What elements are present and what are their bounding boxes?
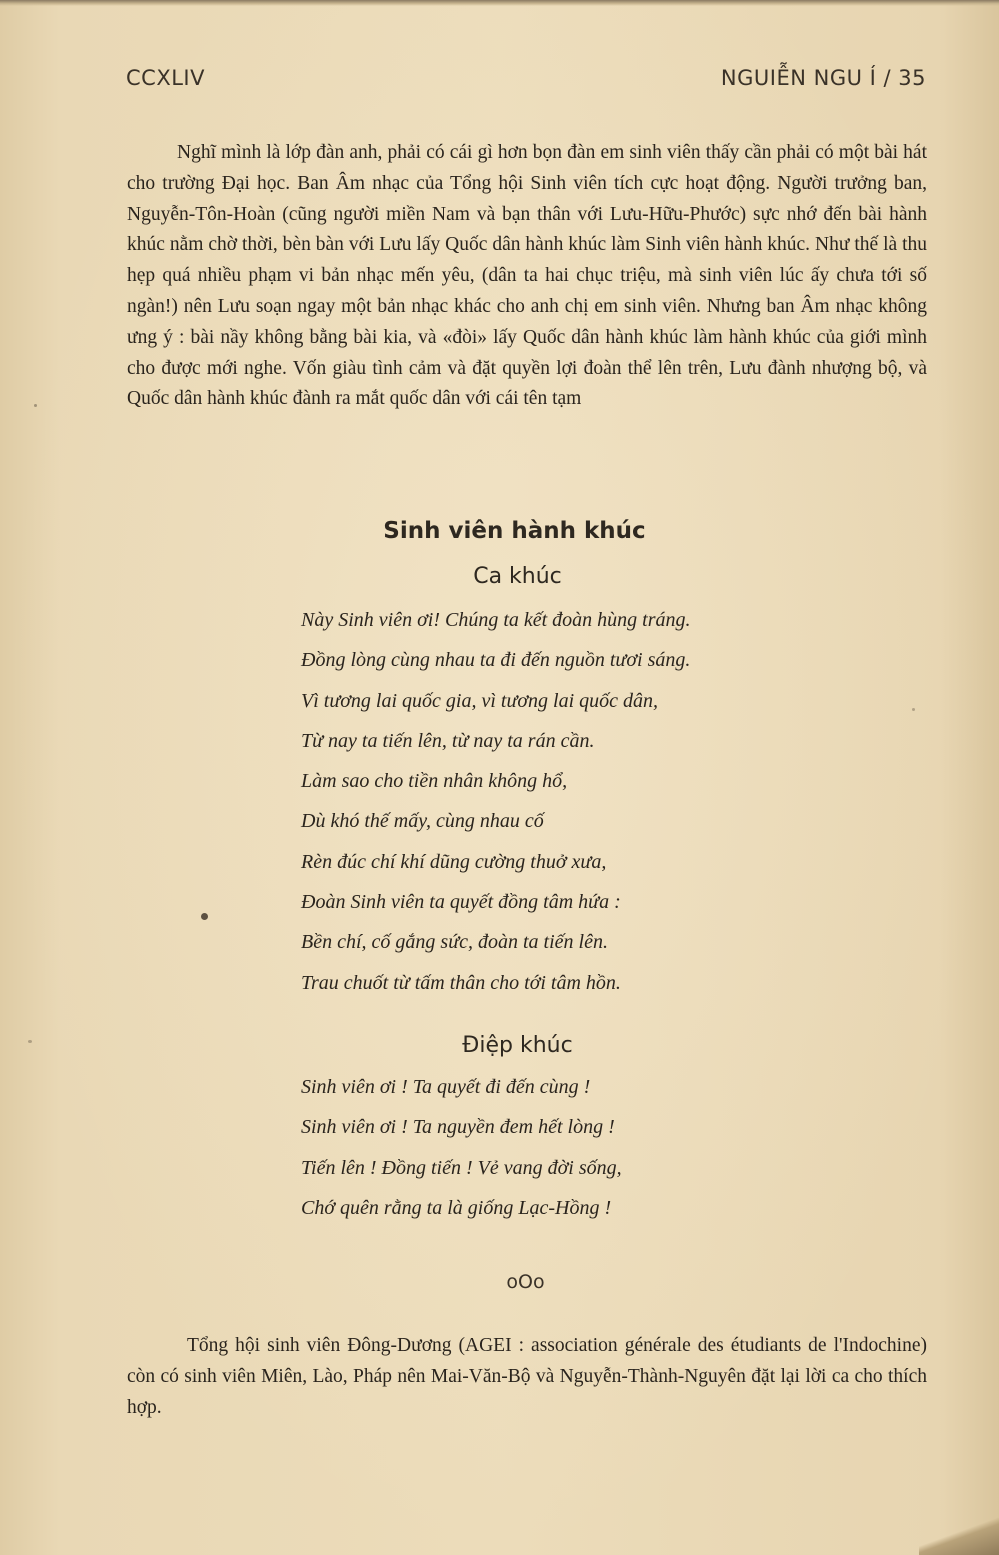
- lyric-line: Rèn đúc chí khí dũng cường thuở xưa,: [301, 850, 607, 873]
- page-roman-numeral: CCXLIV: [126, 66, 205, 90]
- page-top-edge: [0, 0, 999, 6]
- paper-speck: [34, 404, 37, 407]
- lyric-line: Từ nay ta tiến lên, từ nay ta rán cần.: [301, 729, 595, 752]
- lyric-line: Này Sinh viên ơi! Chúng ta kết đoàn hùng tráng.: [301, 609, 691, 631]
- song-title: Sinh viên hành khúc: [383, 518, 646, 544]
- lyric-line: Sinh viên ơi ! Ta nguyền đem hết lòng !: [301, 1116, 615, 1139]
- lyric-line: Sinh viên ơi ! Ta quyết đi đến cùng !: [301, 1076, 591, 1098]
- intro-paragraph: Nghĩ mình là lớp đàn anh, phải có cái gì hơn bọn đàn em sinh viên thấy cần phải có một bài hát cho trường Đại học. Ban Âm nhạc của Tổng hội Sinh viên tích cực hoạt động. Người trưởng ban, Nguyễn-Tôn-Hoàn (cũng người miền Nam và bạn thân với Lưu-Hữu-Phước) sực nhớ đến bài hành khúc nằm chờ thời, bèn bàn với Lưu lấy Quốc dân hành khúc làm Sinh viên hành khúc. Như thế là thu hẹp quá nhiều phạm vi bản nhạc mến yêu, (dân ta hai chục triệu, mà sinh viên lúc ấy chưa tới số ngàn!) nên Lưu soạn ngay một bản nhạc khác cho anh chị em sinh viên. Nhưng ban Âm nhạc không ưng ý : bài nầy không bằng bài kia, và «đòi» lấy Quốc dân hành khúc làm hành khúc của giới mình cho được mới nghe. Vốn giàu tình cảm và đặt quyền lợi đoàn thể lên trên, Lưu đành nhượng bộ, và Quốc dân hành khúc đành ra mắt quốc dân với cái tên tạm: [127, 142, 927, 410]
- verse-label: Ca khúc: [473, 564, 562, 589]
- header-author-page: NGUIỄN NGU Í / 35: [720, 66, 926, 90]
- section-separator: oOo: [506, 1271, 545, 1293]
- refrain-label: Điệp khúc: [462, 1033, 573, 1058]
- page-corner-fold: [919, 1515, 999, 1555]
- lyric-line: Chớ quên rằng ta là giống Lạc-Hồng !: [301, 1196, 612, 1219]
- lyric-line: Bền chí, cố gắng sức, đoàn ta tiến lên.: [301, 931, 608, 954]
- lyric-line: Đồng lòng cùng nhau ta đi đến nguồn tươi sáng.: [301, 649, 691, 672]
- lyric-line: Tiến lên ! Đồng tiến ! Vẻ vang đời sống,: [301, 1156, 622, 1179]
- lyric-line: Làm sao cho tiền nhân không hổ,: [301, 770, 568, 793]
- running-header: [126, 66, 926, 98]
- note-paragraph: Tổng hội sinh viên Đông-Dương (AGEI : association générale des étudiants de l'Indochine) còn có sinh viên Miên, Lào, Pháp nên Mai-Văn-Bộ và Nguyễn-Thành-Nguyên đặt lại lời ca cho thích hợp.: [127, 1335, 927, 1418]
- verse-lyrics: [301, 600, 821, 1003]
- paper-speck: [201, 913, 208, 920]
- paper-speck: [912, 708, 915, 711]
- lyric-line: Trau chuốt từ tấm thân cho tới tâm hồn.: [301, 971, 621, 994]
- refrain-lyrics: [301, 1067, 821, 1228]
- lyric-line: Vì tương lai quốc gia, vì tương lai quốc dân,: [301, 689, 659, 712]
- lyric-line: Dù khó thế mấy, cùng nhau cố: [301, 810, 544, 833]
- paper-speck: [28, 1040, 32, 1043]
- lyric-line: Đoàn Sinh viên ta quyết đồng tâm hứa :: [301, 891, 621, 914]
